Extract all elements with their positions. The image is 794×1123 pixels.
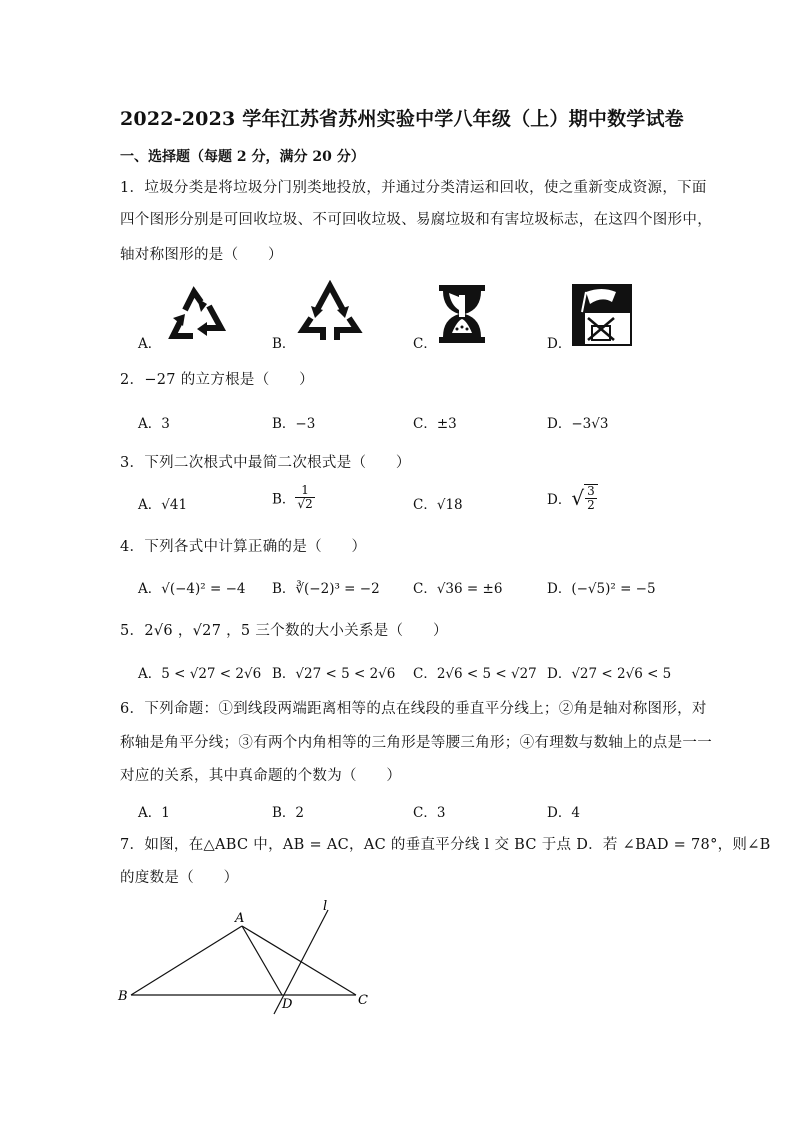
label-c: C (358, 993, 368, 1008)
q6-option-d: D．4 (547, 805, 580, 821)
q3-option-c (413, 493, 463, 513)
label-b: B (118, 989, 128, 1004)
q2-option-a: A．3 (138, 416, 170, 432)
label-a: A (235, 911, 245, 926)
segment-ac (242, 926, 356, 995)
q3-option-b (272, 484, 315, 511)
q6-line2: 称轴是角平分线；③有两个内角相等的三角形是等腰三角形；④有理数与数轴上的点是一一 (120, 735, 712, 751)
recyclable-icon (163, 282, 231, 344)
triangle-figure (112, 896, 382, 1016)
q1-line2: 四个图形分别是可回收垃圾、不可回收垃圾、易腐垃圾和有害垃圾标志，在这四个图形中， (120, 212, 712, 228)
kitchen-waste-icon (437, 283, 487, 345)
q1-option-a: A． (138, 336, 162, 352)
q3-option-d-label: D． (547, 492, 572, 508)
q6-option-b: B．2 (272, 805, 305, 821)
q6-line1: 6．下列命题：①到线段两端距离相等的点在线段的垂直平分线上；②角是轴对称图形，对 (120, 701, 707, 717)
segment-ab (131, 926, 242, 995)
q4-option-a: A．√(−4)² = −4 (138, 581, 246, 597)
q7-line2: 的度数是（ ） (120, 870, 239, 886)
q7-line1: 7．如图，在△ABC 中，AB = AC，AC 的垂直平分线 l 交 BC 于点 D．若 ∠BAD = 78°，则∠B (120, 837, 771, 853)
q3-option-d-denominator: 2 (587, 498, 595, 512)
q6-option-c: C．3 (413, 805, 446, 821)
q3-option-c-label: C． (413, 497, 437, 513)
q1-line1: 1．垃圾分类是将垃圾分门别类地投放，并通过分类清运和回收，使之重新变成资源，下面 (120, 180, 707, 196)
q5-option-a: A．5 < √27 < 2√6 (138, 666, 262, 682)
q2-option-c: C．±3 (413, 416, 457, 432)
q4-option-d: D．(−√5)² = −5 (547, 581, 656, 597)
q3-option-c-value: √18 (436, 497, 463, 513)
q3-option-b-denominator: √2 (297, 497, 313, 511)
q1-option-c: C． (413, 336, 437, 352)
q3-option-a-label: A． (138, 497, 162, 513)
q5-option-b: B．√27 < 5 < 2√6 (272, 666, 396, 682)
q3-option-a (138, 493, 187, 513)
q5-stem: 5．2√6 ，√27 ，5 三个数的大小关系是（ ） (120, 623, 448, 639)
q5-option-d: D．√27 < 2√6 < 5 (547, 666, 672, 682)
label-d: D (282, 997, 293, 1012)
q3-option-d-fraction (584, 484, 598, 512)
q2-option-d: D．−3√3 (547, 416, 609, 432)
q4-stem: 4．下列各式中计算正确的是（ ） (120, 539, 367, 555)
q4-option-c: C．√36 = ±6 (413, 581, 503, 597)
sqrt-sign-icon: √ (571, 486, 585, 510)
q1-option-d: D． (547, 336, 572, 352)
q2-stem: 2．−27 的立方根是（ ） (120, 372, 314, 388)
q3-option-d-numerator: 3 (587, 484, 595, 498)
q6-option-a: A．1 (138, 805, 170, 821)
q3-option-b-label: B． (272, 491, 296, 508)
non-recyclable-icon (297, 280, 363, 344)
section-heading: 一、选择题（每题 2 分，满分 20 分） (120, 149, 365, 165)
page-title: 2022-2023 学年江苏省苏州实验中学八年级（上）期中数学试卷 (120, 108, 684, 130)
q1-option-b: B． (272, 336, 296, 352)
segment-ad (242, 926, 282, 995)
q2-option-b: B．−3 (272, 416, 316, 432)
hazardous-waste-icon (572, 284, 632, 346)
q3-option-a-value: √41 (161, 497, 188, 513)
q1-line3: 轴对称图形的是（ ） (120, 247, 283, 263)
q3-option-b-fraction (295, 484, 314, 511)
label-l: l (323, 899, 328, 914)
q3-option-b-numerator: 1 (295, 484, 314, 498)
q3-stem: 3．下列二次根式中最简二次根式是（ ） (120, 455, 411, 471)
q6-line3: 对应的关系，其中真命题的个数为（ ） (120, 768, 402, 784)
q4-option-b: B．∛(−2)³ = −2 (272, 581, 380, 597)
q3-option-d (547, 484, 598, 512)
q5-option-c: C．2√6 < 5 < √27 (413, 666, 537, 682)
